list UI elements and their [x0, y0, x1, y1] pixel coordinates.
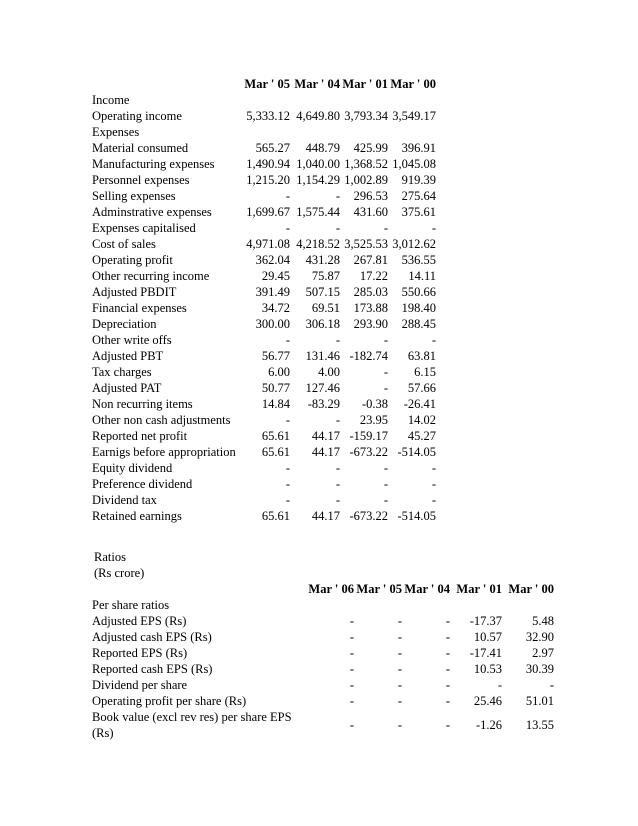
row-label: Non recurring items: [92, 397, 193, 411]
cell-value: -: [383, 365, 388, 379]
cell-value: 1,368.52: [344, 157, 388, 171]
cell-value: 396.91: [401, 141, 436, 155]
cell-value: -: [397, 614, 402, 628]
row-label: Dividend tax: [92, 493, 157, 507]
table-row: [0, 444, 638, 460]
cell-value: -: [285, 461, 290, 475]
table-row: [0, 396, 638, 412]
cell-value: 375.61: [401, 205, 436, 219]
table-row: [0, 156, 638, 172]
cell-value: -: [285, 221, 290, 235]
cell-value: -: [335, 333, 340, 347]
cell-value: 288.45: [401, 317, 436, 331]
cell-value: 34.72: [261, 301, 290, 315]
cell-value: -: [445, 694, 450, 708]
cell-value: -: [285, 189, 290, 203]
cell-value: 300.00: [255, 317, 290, 331]
col-header: Mar ' 04: [294, 77, 340, 91]
cell-value: 275.64: [401, 189, 436, 203]
cell-value: 131.46: [305, 349, 340, 363]
cell-value: 919.39: [401, 173, 436, 187]
cell-value: -514.05: [397, 445, 436, 459]
table-row: [0, 204, 638, 220]
table-row: [0, 508, 638, 524]
cell-value: 4.00: [318, 365, 340, 379]
row-label: Adjusted PAT: [92, 381, 162, 395]
cell-value: 267.81: [353, 253, 388, 267]
table-row: [0, 709, 638, 741]
row-label: Tax charges: [92, 365, 152, 379]
col-header: Mar ' 00: [390, 77, 436, 91]
cell-value: -: [383, 381, 388, 395]
cell-value: -17.37: [469, 614, 502, 628]
cell-value: -: [383, 477, 388, 491]
row-label: Depreciation: [92, 317, 157, 331]
cell-value: 306.18: [305, 317, 340, 331]
cell-value: 14.84: [261, 397, 290, 411]
cell-value: 44.17: [311, 429, 340, 443]
cell-value: 23.95: [359, 413, 388, 427]
cell-value: -: [549, 678, 554, 692]
cell-value: -: [431, 493, 436, 507]
cell-value: 50.77: [261, 381, 290, 395]
cell-value: 536.55: [401, 253, 436, 267]
cell-value: 1,490.94: [246, 157, 290, 171]
cell-value: -: [285, 333, 290, 347]
cell-value: -: [397, 662, 402, 676]
cell-value: 565.27: [255, 141, 290, 155]
col-header: Mar ' 04: [404, 582, 450, 596]
cell-value: -: [397, 646, 402, 660]
cell-value: -: [383, 333, 388, 347]
table-row: [0, 693, 638, 709]
row-label: Expenses: [92, 125, 140, 139]
cell-value: -: [349, 630, 354, 644]
cell-value: 57.66: [407, 381, 436, 395]
income-header-row: [0, 76, 638, 92]
table-row: [0, 380, 638, 396]
table-row: [0, 364, 638, 380]
cell-value: 285.03: [353, 285, 388, 299]
cell-value: 63.81: [407, 349, 436, 363]
cell-value: 507.15: [305, 285, 340, 299]
col-header: Mar ' 01: [456, 582, 502, 596]
cell-value: 1,040.00: [296, 157, 340, 171]
cell-value: -: [431, 333, 436, 347]
ratios-title: [0, 549, 638, 565]
cell-value: 3,793.34: [344, 109, 388, 123]
cell-value: -: [397, 718, 402, 732]
row-label: Adjusted PBT: [92, 349, 164, 363]
row-label: Operating profit: [92, 253, 173, 267]
cell-value: 3,549.17: [392, 109, 436, 123]
row-label: Dividend per share: [92, 678, 188, 692]
ratios-subtitle: [0, 565, 638, 581]
cell-value: 1,575.44: [296, 205, 340, 219]
cell-value: -: [397, 694, 402, 708]
table-row: [0, 613, 638, 629]
cell-value: -: [349, 614, 354, 628]
cell-value: -: [383, 461, 388, 475]
cell-value: -: [349, 718, 354, 732]
cell-value: -: [335, 221, 340, 235]
row-label: Operating income: [92, 109, 182, 123]
row-label: Expenses capitalised: [92, 221, 196, 235]
table-row: [0, 252, 638, 268]
cell-value: -: [383, 493, 388, 507]
col-header: Mar ' 05: [244, 77, 290, 91]
row-label: Material consumed: [92, 141, 189, 155]
col-header: Mar ' 06: [308, 582, 354, 596]
cell-value: 1,154.29: [296, 173, 340, 187]
cell-value: -: [397, 630, 402, 644]
cell-value: 10.53: [473, 662, 502, 676]
row-label: Adminstrative expenses: [92, 205, 212, 219]
cell-value: 1,045.08: [392, 157, 436, 171]
ratios-subtitle-text: (Rs crore): [94, 566, 145, 580]
cell-value: 10.57: [473, 630, 502, 644]
row-label: Other recurring income: [92, 269, 210, 283]
cell-value: 4,218.52: [296, 237, 340, 251]
row-label: Income: [92, 93, 130, 107]
cell-value: 173.88: [353, 301, 388, 315]
cell-value: 448.79: [305, 141, 340, 155]
cell-value: -: [445, 646, 450, 660]
cell-value: -: [335, 189, 340, 203]
table-row: [0, 300, 638, 316]
cell-value: 29.45: [261, 269, 290, 283]
table-row: [0, 140, 638, 156]
cell-value: 1,699.67: [246, 205, 290, 219]
cell-value: 293.90: [353, 317, 388, 331]
table-row: [0, 284, 638, 300]
cell-value: 30.39: [525, 662, 554, 676]
cell-value: 25.46: [473, 694, 502, 708]
table-row: [0, 677, 638, 693]
cell-value: 1,002.89: [344, 173, 388, 187]
col-header: Mar ' 01: [342, 77, 388, 91]
cell-value: -: [349, 678, 354, 692]
table-row: [0, 172, 638, 188]
row-label: Earnigs before appropriation: [92, 445, 236, 459]
cell-value: 65.61: [261, 445, 290, 459]
table-row: [0, 645, 638, 661]
row-label: Manufacturing expenses: [92, 157, 215, 171]
cell-value: -83.29: [307, 397, 340, 411]
table-row: [0, 316, 638, 332]
table-row: [0, 428, 638, 444]
col-header: Mar ' 05: [356, 582, 402, 596]
row-label: Reported cash EPS (Rs): [92, 662, 213, 676]
table-row: [0, 412, 638, 428]
table-row: [0, 492, 638, 508]
cell-value: -: [349, 646, 354, 660]
row-label: Personnel expenses: [92, 173, 190, 187]
cell-value: 4,649.80: [296, 109, 340, 123]
cell-value: -17.41: [469, 646, 502, 660]
cell-value: 6.00: [268, 365, 290, 379]
cell-value: 65.61: [261, 429, 290, 443]
row-label: Cost of sales: [92, 237, 156, 251]
table-row: [0, 348, 638, 364]
cell-value: 425.99: [353, 141, 388, 155]
cell-value: -: [383, 221, 388, 235]
cell-value: 6.15: [414, 365, 436, 379]
table-row: [0, 124, 638, 140]
cell-value: -673.22: [349, 445, 388, 459]
row-label: Other write offs: [92, 333, 172, 347]
cell-value: -: [497, 678, 502, 692]
cell-value: 56.77: [261, 349, 290, 363]
cell-value: -: [349, 662, 354, 676]
cell-value: 127.46: [305, 381, 340, 395]
col-header: Mar ' 00: [508, 582, 554, 596]
cell-value: 17.22: [359, 269, 388, 283]
cell-value: -: [285, 477, 290, 491]
row-label: Per share ratios: [92, 598, 170, 612]
cell-value: 3,012.62: [392, 237, 436, 251]
cell-value: 550.66: [401, 285, 436, 299]
cell-value: -673.22: [349, 509, 388, 523]
cell-value: 51.01: [525, 694, 554, 708]
cell-value: -: [285, 413, 290, 427]
cell-value: 14.11: [408, 269, 436, 283]
cell-value: 198.40: [401, 301, 436, 315]
cell-value: -1.26: [475, 718, 502, 732]
row-label: (Rs): [92, 726, 114, 740]
table-row: [0, 108, 638, 124]
table-row: [0, 460, 638, 476]
cell-value: -: [349, 694, 354, 708]
cell-value: 45.27: [407, 429, 436, 443]
row-label: Other non cash adjustments: [92, 413, 231, 427]
table-row: [0, 661, 638, 677]
cell-value: 2.97: [532, 646, 554, 660]
cell-value: 4,971.08: [246, 237, 290, 251]
cell-value: 32.90: [525, 630, 554, 644]
cell-value: 362.04: [255, 253, 290, 267]
row-label: Adjusted EPS (Rs): [92, 614, 187, 628]
table-row: [0, 220, 638, 236]
row-label: Selling expenses: [92, 189, 176, 203]
table-row: [0, 597, 638, 613]
cell-value: -: [431, 221, 436, 235]
cell-value: -: [285, 493, 290, 507]
cell-value: 14.02: [407, 413, 436, 427]
cell-value: -514.05: [397, 509, 436, 523]
row-label: Book value (excl rev res) per share EPS: [92, 710, 292, 724]
row-label: Reported net profit: [92, 429, 188, 443]
cell-value: -159.17: [349, 429, 388, 443]
table-row: [0, 629, 638, 645]
ratios-title-text: Ratios: [94, 550, 126, 564]
cell-value: -0.38: [361, 397, 388, 411]
cell-value: 69.51: [311, 301, 340, 315]
cell-value: 44.17: [311, 445, 340, 459]
cell-value: -: [397, 678, 402, 692]
row-label: Financial expenses: [92, 301, 187, 315]
cell-value: 13.55: [525, 718, 554, 732]
cell-value: -26.41: [403, 397, 436, 411]
cell-value: 44.17: [311, 509, 340, 523]
table-row: [0, 476, 638, 492]
cell-value: -: [335, 477, 340, 491]
cell-value: 5,333.12: [246, 109, 290, 123]
cell-value: 5.48: [532, 614, 554, 628]
cell-value: 431.28: [305, 253, 340, 267]
cell-value: 3,525.53: [344, 237, 388, 251]
table-row: [0, 268, 638, 284]
cell-value: 65.61: [261, 509, 290, 523]
cell-value: -: [445, 718, 450, 732]
cell-value: 75.87: [311, 269, 340, 283]
row-label: Retained earnings: [92, 509, 182, 523]
table-row: [0, 236, 638, 252]
ratios-header-row: [0, 581, 638, 597]
cell-value: 296.53: [353, 189, 388, 203]
table-row: [0, 92, 638, 108]
row-label: Adjusted PBDIT: [92, 285, 177, 299]
table-row: [0, 188, 638, 204]
row-label: Preference dividend: [92, 477, 193, 491]
cell-value: -: [445, 678, 450, 692]
cell-value: -: [335, 461, 340, 475]
row-label: Equity dividend: [92, 461, 173, 475]
row-label: Operating profit per share (Rs): [92, 694, 247, 708]
cell-value: -: [335, 493, 340, 507]
cell-value: -: [445, 662, 450, 676]
cell-value: -182.74: [349, 349, 388, 363]
row-label: Reported EPS (Rs): [92, 646, 188, 660]
cell-value: -: [445, 614, 450, 628]
cell-value: -: [431, 461, 436, 475]
cell-value: 431.60: [353, 205, 388, 219]
table-row: [0, 332, 638, 348]
cell-value: 1,215.20: [246, 173, 290, 187]
cell-value: 391.49: [255, 285, 290, 299]
cell-value: -: [431, 477, 436, 491]
row-label: Adjusted cash EPS (Rs): [92, 630, 212, 644]
cell-value: -: [445, 630, 450, 644]
cell-value: -: [335, 413, 340, 427]
